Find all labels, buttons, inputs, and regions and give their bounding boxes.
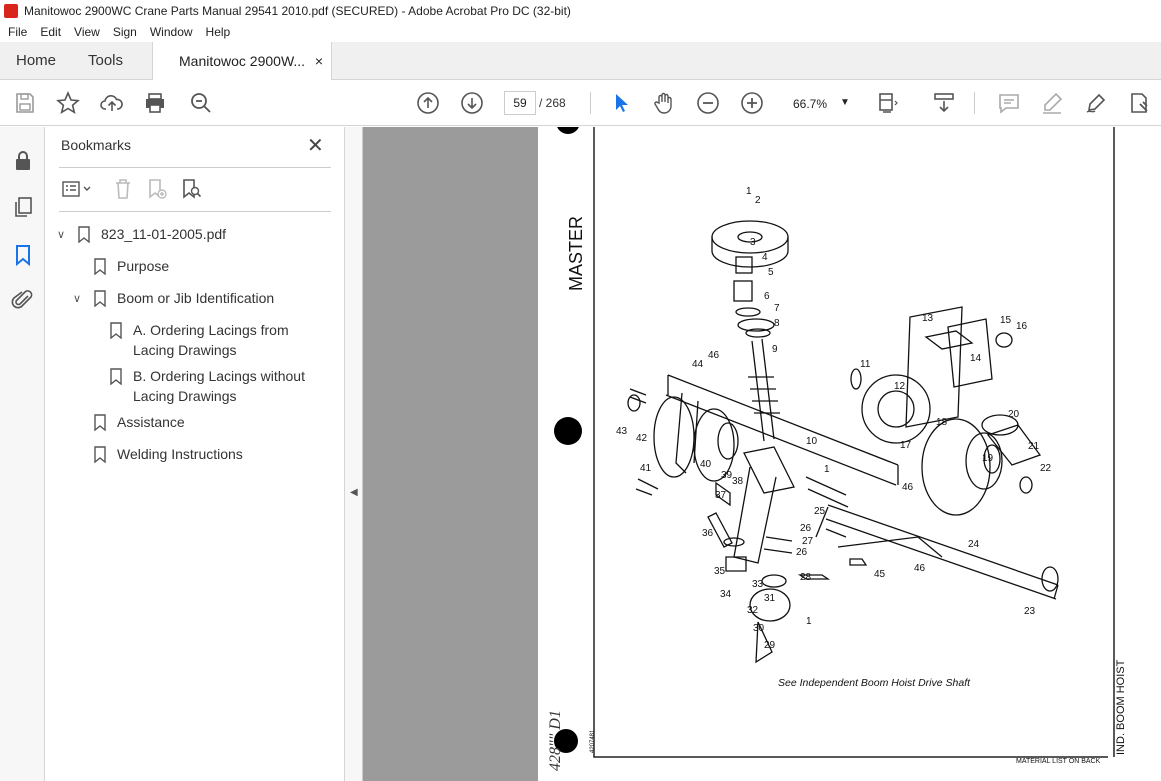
callout: 22 — [1040, 463, 1052, 474]
bookmark-item-purpose[interactable]: Purpose — [117, 258, 170, 274]
bookmark-item-ordering-from[interactable] — [133, 320, 289, 360]
zoom-level-select[interactable]: 66.7% — [782, 91, 856, 115]
callout: 31 — [764, 593, 776, 604]
tab-bar — [0, 42, 1161, 80]
bookmark-item-ordering-without[interactable] — [133, 366, 305, 406]
bookmark-icon — [110, 322, 122, 339]
callout: 4 — [762, 252, 768, 263]
cloud-upload-icon[interactable] — [100, 91, 124, 115]
callout: 21 — [1028, 441, 1040, 452]
callout: 20 — [1008, 409, 1020, 420]
scroll-mode-icon[interactable] — [932, 91, 956, 115]
navigation-rail — [0, 127, 45, 781]
callout: 45 — [874, 569, 886, 580]
callout: 46 — [708, 350, 720, 361]
collapse-arrow-icon[interactable]: ◀ — [350, 487, 358, 498]
drawing-caption: See Independent Boom Hoist Drive Shaft — [778, 677, 971, 689]
bookmark-item-label: Lacing Drawings — [133, 342, 237, 358]
callout: 12 — [894, 381, 906, 392]
zoom-search-icon[interactable] — [189, 91, 213, 115]
bookmark-item-welding[interactable]: Welding Instructions — [117, 446, 243, 462]
bookmark-icon — [94, 258, 106, 275]
callout: 24 — [968, 539, 980, 550]
next-page-icon[interactable] — [460, 91, 484, 115]
tab-document[interactable] — [152, 42, 332, 81]
more-tools-icon[interactable] — [1127, 91, 1151, 115]
callout: 5 — [768, 267, 774, 278]
bookmarks-title: Bookmarks — [61, 137, 132, 153]
bookmark-icon — [94, 414, 106, 431]
callout: 35 — [714, 566, 726, 577]
zoom-out-icon[interactable] — [696, 91, 720, 115]
bookmark-icon — [78, 226, 90, 243]
chevron-down-icon[interactable]: ∨ — [73, 293, 82, 305]
new-bookmark-icon[interactable] — [145, 177, 169, 201]
parts-drawing — [538, 127, 1161, 781]
callout: 26 — [796, 547, 808, 558]
side-label: IND. BOOM HOIST — [1115, 659, 1127, 755]
hand-tool-icon[interactable] — [652, 91, 676, 115]
callout: 18 — [936, 417, 948, 428]
tab-tools[interactable]: Tools — [88, 52, 124, 69]
title-bar — [0, 0, 1161, 22]
callout: 3 — [750, 237, 756, 248]
sign-pen-icon[interactable] — [1084, 91, 1108, 115]
acrobat-icon — [4, 4, 18, 18]
binder-hole — [556, 127, 580, 134]
callout: 1 — [806, 616, 812, 627]
callout: 29 — [764, 640, 776, 651]
star-icon[interactable] — [56, 91, 80, 115]
callout: 41 — [640, 463, 652, 474]
page-total: / 268 — [539, 96, 566, 110]
page-fit-icon[interactable] — [876, 91, 900, 115]
callout: 23 — [1024, 606, 1036, 617]
callout: 26 — [800, 523, 812, 534]
exploded-assembly — [628, 221, 1058, 662]
callout: 36 — [702, 528, 714, 539]
zoom-in-icon[interactable] — [740, 91, 764, 115]
callout: 7 — [774, 303, 780, 314]
bookmark-item-label: B. Ordering Lacings without — [133, 368, 305, 384]
callout: 38 — [732, 476, 744, 487]
callout: 43 — [616, 426, 628, 437]
callout: 44 — [692, 359, 704, 370]
callout: 30 — [753, 623, 765, 634]
callout: 15 — [1000, 315, 1012, 326]
menu-bar — [0, 22, 1161, 42]
callout: 40 — [700, 459, 712, 470]
toolbar-divider — [590, 92, 591, 114]
bookmark-options-icon[interactable] — [59, 177, 83, 201]
callout: 46 — [914, 563, 926, 574]
menu-help[interactable]: Help — [205, 25, 231, 39]
bookmarks-panel — [45, 127, 345, 781]
bookmark-icon — [94, 446, 106, 463]
callout: 25 — [814, 506, 826, 517]
callout: 6 — [764, 291, 770, 302]
menu-sign[interactable]: Sign — [112, 25, 137, 39]
callout: 14 — [970, 353, 982, 364]
print-icon[interactable] — [143, 91, 167, 115]
pdf-page — [538, 127, 1161, 781]
page-number-input[interactable]: 59 — [504, 91, 536, 115]
part-number: 4207481 — [590, 729, 596, 753]
previous-page-icon[interactable] — [416, 91, 440, 115]
comment-icon[interactable] — [997, 91, 1021, 115]
callout: 2 — [755, 195, 761, 206]
callout: 10 — [806, 436, 818, 447]
find-bookmark-icon[interactable] — [179, 177, 203, 201]
bookmark-item-boom-jib[interactable]: Boom or Jib Identification — [117, 290, 275, 306]
menu-window[interactable]: Window — [149, 25, 193, 39]
pages-thumbnails-icon[interactable] — [11, 195, 35, 219]
tab-home[interactable]: Home — [16, 52, 57, 69]
save-icon[interactable] — [13, 91, 37, 115]
bookmark-item-label: A. Ordering Lacings from — [133, 322, 289, 338]
callout: 17 — [900, 440, 912, 451]
callout: 19 — [982, 453, 994, 464]
callout: 13 — [922, 313, 934, 324]
callout: 32 — [747, 605, 759, 616]
menu-edit[interactable]: Edit — [40, 25, 62, 39]
select-cursor-icon[interactable] — [609, 91, 633, 115]
callout: 1 — [824, 464, 830, 475]
divider — [59, 167, 331, 168]
callout: 34 — [720, 589, 732, 600]
callout: 28 — [800, 572, 812, 583]
callout: 9 — [772, 344, 778, 355]
callout: 42 — [636, 433, 648, 444]
delete-bookmark-icon[interactable] — [111, 177, 135, 201]
callout: 46 — [902, 482, 914, 493]
highlight-pen-icon[interactable] — [1040, 91, 1064, 115]
menu-file[interactable]: File — [8, 25, 28, 39]
callout: 37 — [715, 490, 727, 501]
attachment-icon[interactable] — [11, 288, 35, 312]
callout: 33 — [752, 579, 764, 590]
bookmark-icon — [94, 290, 106, 307]
callout: 1 — [746, 186, 752, 197]
toolbar-divider — [974, 92, 975, 114]
bookmark-item-assistance[interactable]: Assistance — [117, 414, 185, 430]
master-label: MASTER — [566, 215, 586, 291]
menu-view[interactable]: View — [74, 25, 100, 39]
tab-close-button[interactable]: × — [314, 53, 323, 69]
close-icon[interactable]: ✕ — [307, 135, 324, 157]
toolbar — [0, 80, 1161, 126]
footer-label: MATERIAL LIST ON BACK — [1016, 758, 1101, 765]
bookmark-item-root[interactable]: 823_11-01-2005.pdf — [101, 226, 227, 242]
panel-splitter[interactable] — [345, 127, 363, 781]
callout: 16 — [1016, 321, 1028, 332]
lock-icon[interactable] — [11, 149, 35, 173]
callout: 11 — [860, 359, 871, 370]
callout: 27 — [802, 536, 814, 547]
tab-document-label: Manitowoc 2900W... — [179, 53, 306, 69]
divider — [59, 211, 331, 212]
callout: 39 — [721, 470, 733, 481]
bookmark-icon — [110, 368, 122, 385]
window-title: Manitowoc 2900WC Crane Parts Manual 29541 2010.pdf (SECURED) - Adobe Acrobat Pro DC (32-bit) — [24, 4, 571, 18]
bookmark-panel-icon[interactable] — [11, 243, 35, 267]
binder-hole — [554, 417, 582, 445]
callout: 8 — [774, 318, 780, 329]
chevron-down-icon[interactable]: ▼ — [840, 97, 850, 108]
bookmark-item-label: Lacing Drawings — [133, 388, 237, 404]
chevron-down-icon[interactable]: ∨ — [57, 229, 66, 241]
handwritten-note: 428"" D1 — [547, 710, 564, 771]
